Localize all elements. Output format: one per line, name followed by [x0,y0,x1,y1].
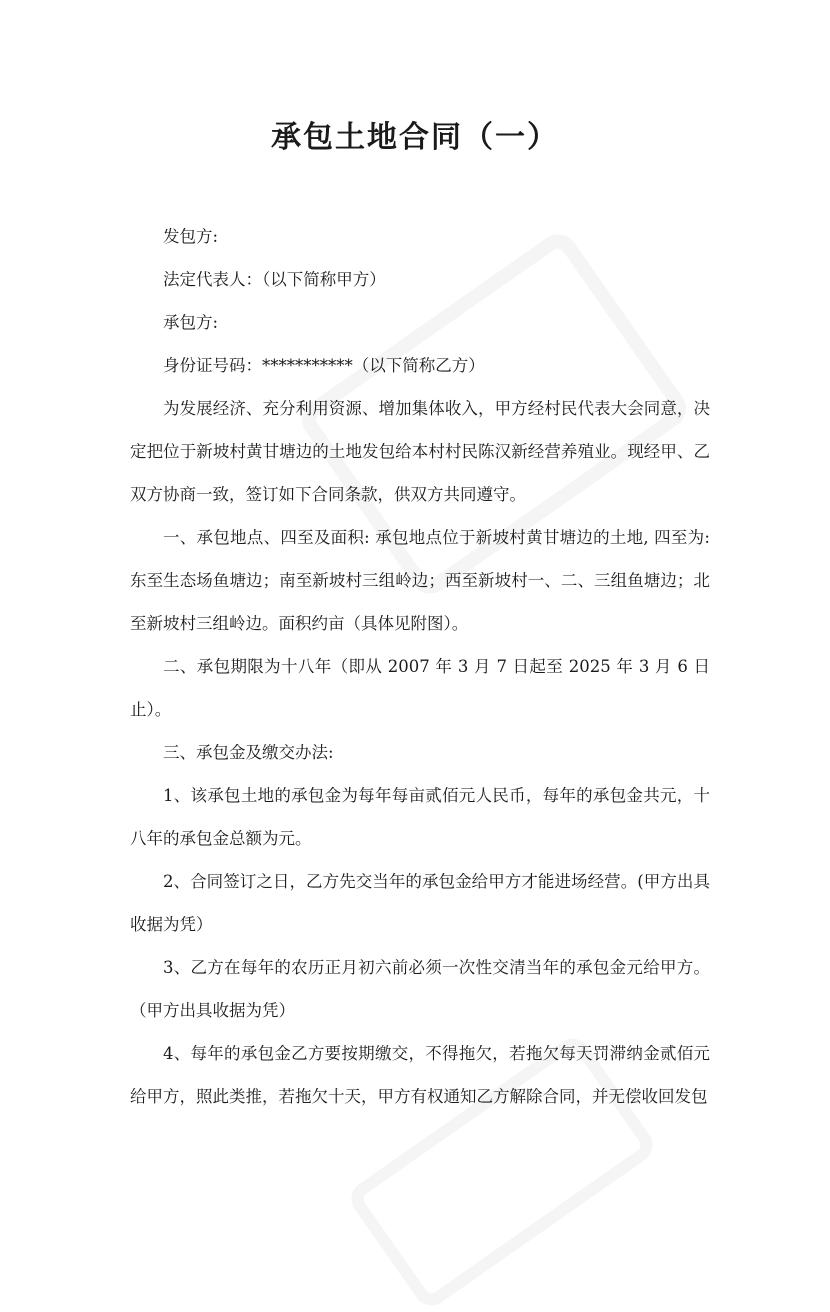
clause-payment-3: 3、乙方在每年的农历正月初六前必须一次性交清当年的承包金元给甲方。（甲方出具收据为凭） [130,958,710,1020]
id-number-field: 身份证号码：***********（以下简称乙方） [163,356,485,375]
party-b-field: 承包方: [163,313,219,332]
contract-body [130,215,710,1118]
clause-payment-2: 2、合同签订之日，乙方先交当年的承包金给甲方才能进场经营。(甲方出具收据为凭） [130,872,710,934]
clause-payment-heading: 三、承包金及缴交办法: [163,743,334,762]
legal-rep-field: 法定代表人：（以下简称甲方） [163,270,386,289]
party-a-field: 发包方: [163,227,219,246]
clause-term: 二、承包期限为十八年（即从 2007 年 3 月 7 日起至 2025 年 3 月 6 日止）。 [130,657,710,719]
clause-location: 一、承包地点、四至及面积: 承包地点位于新坡村黄甘塘边的土地, 四至为: 东至生态场鱼塘边；南至新坡村三组岭边；西至新坡村一、二、三组鱼塘边；北至新坡村三组岭边。面积约亩（具体见附图）。 [130,528,710,633]
clause-payment-4: 4、每年的承包金乙方要按期缴交，不得拖欠，若拖欠每天罚滞纳金贰佰元给甲方，照此类推，若拖欠十天，甲方有权通知乙方解除合同，并无偿收回发包 [130,1044,710,1106]
clause-payment-1: 1、该承包土地的承包金为每年每亩贰佰元人民币，每年的承包金共元，十八年的承包金总额为元。 [130,786,710,848]
document-title: 承包土地合同（一） [271,120,559,155]
intro-paragraph: 为发展经济、充分利用资源、增加集体收入，甲方经村民代表大会同意，决定把位于新坡村黄甘塘边的土地发包给本村村民陈汉新经营养殖业。现经甲、乙双方协商一致，签订如下合同条款，供双方共同遵守。 [130,399,710,504]
